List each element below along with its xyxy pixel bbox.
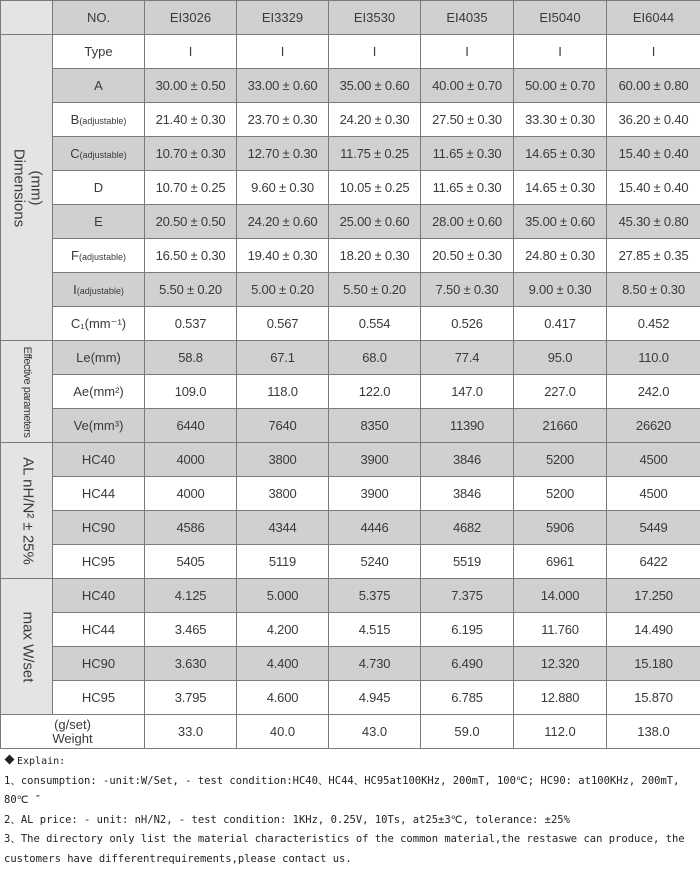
dim-row-cell: 5.00 ± 0.20 xyxy=(237,273,329,307)
max-row xyxy=(1,647,700,681)
dim-row-cell: 11.65 ± 0.30 xyxy=(421,171,514,205)
eff-row-label xyxy=(53,341,145,375)
max-row-cell: 12.320 xyxy=(514,647,607,681)
eff-row-cell: 110.0 xyxy=(607,341,700,375)
dim-row-cell: 45.30 ± 0.80 xyxy=(607,205,700,239)
al-row-cell: 5519 xyxy=(421,545,514,579)
dim-row-label xyxy=(53,307,145,341)
note-2: 2、AL price: - unit: nH/N2, - test condition: 1KHz, 0.25V, 10Ts, at25±3℃, tolerance: ±25% xyxy=(4,813,570,826)
weight-cell: 112.0 xyxy=(514,715,607,749)
max-row-cell: 5.000 xyxy=(237,579,329,613)
group-dimensions-label: (mm) Dimensions xyxy=(10,148,44,227)
dim-row-cell: 23.70 ± 0.30 xyxy=(237,103,329,137)
group-effective-label: Effective parameters xyxy=(20,346,33,437)
dim-row-cell: 10.05 ± 0.25 xyxy=(329,171,421,205)
weight-label xyxy=(1,715,145,749)
al-row-cell: 3800 xyxy=(237,443,329,477)
dim-row-cell: 5.50 ± 0.20 xyxy=(145,273,237,307)
dim-row-cell: 0.567 xyxy=(237,307,329,341)
dim-row-cell: 0.537 xyxy=(145,307,237,341)
dim-row-cell: 15.40 ± 0.40 xyxy=(607,137,700,171)
dim-row xyxy=(1,205,700,239)
dim-row-cell: 21.40 ± 0.30 xyxy=(145,103,237,137)
header-no: NO. xyxy=(53,1,145,35)
dim-row-cell: 16.50 ± 0.30 xyxy=(145,239,237,273)
dim-row xyxy=(1,273,700,307)
dim-row-label-text: A xyxy=(94,78,103,93)
max-row xyxy=(1,613,700,647)
eff-row-label xyxy=(53,409,145,443)
dim-row-cell: 33.30 ± 0.30 xyxy=(514,103,607,137)
type-row xyxy=(1,35,700,69)
al-row-cell: 5240 xyxy=(329,545,421,579)
dim-row-label xyxy=(53,239,145,273)
type-row-cell: I xyxy=(421,35,514,69)
max-row-cell: 5.375 xyxy=(329,579,421,613)
dim-row-cell: 14.65 ± 0.30 xyxy=(514,137,607,171)
dim-row-cell: 0.554 xyxy=(329,307,421,341)
al-row-label-text: HC95 xyxy=(81,554,116,569)
dim-row-cell: 24.80 ± 0.30 xyxy=(514,239,607,273)
dim-row-cell: 40.00 ± 0.70 xyxy=(421,69,514,103)
dim-row-cell: 20.50 ± 0.50 xyxy=(145,205,237,239)
header-row xyxy=(1,1,700,35)
dim-row-cell: 20.50 ± 0.30 xyxy=(421,239,514,273)
max-row-cell: 4.730 xyxy=(329,647,421,681)
header-model: EI4035 xyxy=(421,1,514,35)
eff-row-cell: 77.4 xyxy=(421,341,514,375)
weight-cell: 40.0 xyxy=(237,715,329,749)
dim-row-cell: 25.00 ± 0.60 xyxy=(329,205,421,239)
max-row-label-text: HC44 xyxy=(81,622,116,637)
note-1: 1、consumption: -unit:W/Set, - test condition:HC40、HC44、HC95at100KHz, 200mT, 100℃; HC90: at100KHz, 200mT, 80℃ ″ xyxy=(4,774,680,807)
al-row-cell: 4682 xyxy=(421,511,514,545)
corner-cell xyxy=(1,1,53,35)
group-max xyxy=(1,579,53,715)
dim-row-cell: 11.65 ± 0.30 xyxy=(421,137,514,171)
eff-row-cell: 26620 xyxy=(607,409,700,443)
eff-row xyxy=(1,409,700,443)
dim-row-label-sub: (adjustable) xyxy=(79,116,127,126)
max-row-cell: 4.945 xyxy=(329,681,421,715)
max-row-label xyxy=(53,647,145,681)
max-row xyxy=(1,579,700,613)
eff-row-label-text: Ve(mm³) xyxy=(73,418,124,433)
eff-row-cell: 6440 xyxy=(145,409,237,443)
max-row-cell: 3.465 xyxy=(145,613,237,647)
eff-row-cell: 109.0 xyxy=(145,375,237,409)
dim-row xyxy=(1,171,700,205)
al-row-label xyxy=(53,545,145,579)
max-row-cell: 4.125 xyxy=(145,579,237,613)
dim-row-label xyxy=(53,103,145,137)
dim-row xyxy=(1,69,700,103)
max-row-cell: 3.795 xyxy=(145,681,237,715)
notes-section xyxy=(4,752,698,870)
dim-row xyxy=(1,239,700,273)
max-row-cell: 14.490 xyxy=(607,613,700,647)
notes-title-row xyxy=(4,752,698,772)
header-model: EI6044 xyxy=(607,1,700,35)
dim-row-label-sub: (adjustable) xyxy=(78,252,126,262)
al-row-cell: 4446 xyxy=(329,511,421,545)
dim-row-cell: 0.526 xyxy=(421,307,514,341)
al-row-cell: 5119 xyxy=(237,545,329,579)
max-row-label-text: HC90 xyxy=(81,656,116,671)
dim-row-cell: 9.60 ± 0.30 xyxy=(237,171,329,205)
type-row-cell: I xyxy=(237,35,329,69)
dim-row-label-text: D xyxy=(93,180,104,195)
weight-cell: 43.0 xyxy=(329,715,421,749)
dim-row-label-sub: (adjustable) xyxy=(76,286,124,296)
header-model: EI3026 xyxy=(145,1,237,35)
dim-row-cell: 50.00 ± 0.70 xyxy=(514,69,607,103)
group-al-label: AL nH/N² ± 25% xyxy=(18,456,36,565)
eff-row-cell: 21660 xyxy=(514,409,607,443)
dim-row-cell: 18.20 ± 0.30 xyxy=(329,239,421,273)
dim-row-label-text: B xyxy=(70,112,80,127)
eff-row xyxy=(1,375,700,409)
dim-row-label xyxy=(53,205,145,239)
dim-row-cell: 12.70 ± 0.30 xyxy=(237,137,329,171)
al-row xyxy=(1,511,700,545)
dim-row-cell: 28.00 ± 0.60 xyxy=(421,205,514,239)
dim-row-cell: 10.70 ± 0.25 xyxy=(145,171,237,205)
al-row-cell: 3900 xyxy=(329,477,421,511)
al-row xyxy=(1,545,700,579)
dim-row-cell: 30.00 ± 0.50 xyxy=(145,69,237,103)
al-row-label xyxy=(53,443,145,477)
type-row-cell: I xyxy=(329,35,421,69)
al-row-cell: 6961 xyxy=(514,545,607,579)
al-row-cell: 4344 xyxy=(237,511,329,545)
group-al xyxy=(1,443,53,579)
max-row-label-text: HC40 xyxy=(81,588,116,603)
al-row xyxy=(1,443,700,477)
eff-row-cell: 122.0 xyxy=(329,375,421,409)
al-row-cell: 6422 xyxy=(607,545,700,579)
al-row-label-text: HC40 xyxy=(81,452,116,467)
max-row-cell: 15.870 xyxy=(607,681,700,715)
al-row-cell: 3900 xyxy=(329,443,421,477)
dim-row-cell: 33.00 ± 0.60 xyxy=(237,69,329,103)
al-row-cell: 5200 xyxy=(514,477,607,511)
dim-row xyxy=(1,137,700,171)
eff-row-cell: 67.1 xyxy=(237,341,329,375)
max-row-cell: 6.785 xyxy=(421,681,514,715)
al-row-cell: 5405 xyxy=(145,545,237,579)
max-row-cell: 6.195 xyxy=(421,613,514,647)
dim-row-cell: 35.00 ± 0.60 xyxy=(514,205,607,239)
al-row-label xyxy=(53,477,145,511)
eff-row-cell: 227.0 xyxy=(514,375,607,409)
max-row-label-text: HC95 xyxy=(81,690,116,705)
group-max-label: max W/set xyxy=(18,611,36,682)
dim-row-cell: 24.20 ± 0.30 xyxy=(329,103,421,137)
type-row-cell: I xyxy=(145,35,237,69)
dim-row-cell: 0.417 xyxy=(514,307,607,341)
group-effective xyxy=(1,341,53,443)
header-model: EI3530 xyxy=(329,1,421,35)
dim-row-cell: 27.85 ± 0.35 xyxy=(607,239,700,273)
eff-row-cell: 95.0 xyxy=(514,341,607,375)
eff-row-cell: 118.0 xyxy=(237,375,329,409)
eff-row-label-text: Ae(mm²) xyxy=(73,384,124,399)
dim-row-cell: 60.00 ± 0.80 xyxy=(607,69,700,103)
weight-cell: 33.0 xyxy=(145,715,237,749)
dim-row-cell: 7.50 ± 0.30 xyxy=(421,273,514,307)
eff-row xyxy=(1,341,700,375)
diamond-bullet-icon xyxy=(5,755,15,765)
eff-row-cell: 11390 xyxy=(421,409,514,443)
max-row xyxy=(1,681,700,715)
al-row-cell: 4500 xyxy=(607,443,700,477)
al-row-cell: 4000 xyxy=(145,477,237,511)
max-row-label xyxy=(53,579,145,613)
dim-row-cell: 36.20 ± 0.40 xyxy=(607,103,700,137)
weight-label-text: (g/set) Weight xyxy=(52,716,93,746)
max-row-cell: 3.630 xyxy=(145,647,237,681)
dim-row-label-sub: (adjustable) xyxy=(79,150,127,160)
dim-row-cell: 27.50 ± 0.30 xyxy=(421,103,514,137)
weight-cell: 138.0 xyxy=(607,715,700,749)
dim-row-cell: 0.452 xyxy=(607,307,700,341)
al-row-cell: 4000 xyxy=(145,443,237,477)
dim-row-label-text: I xyxy=(73,282,77,297)
dim-row-label xyxy=(53,69,145,103)
dim-row-label-text: C₁(mm⁻¹) xyxy=(70,315,127,331)
dim-row-cell: 8.50 ± 0.30 xyxy=(607,273,700,307)
max-row-cell: 12.880 xyxy=(514,681,607,715)
dim-row-label-text: F xyxy=(71,248,79,263)
al-row-cell: 3846 xyxy=(421,477,514,511)
dim-row-label xyxy=(53,137,145,171)
type-row-cell: I xyxy=(514,35,607,69)
max-row-cell: 14.000 xyxy=(514,579,607,613)
dim-row-cell: 11.75 ± 0.25 xyxy=(329,137,421,171)
al-row-cell: 5906 xyxy=(514,511,607,545)
max-row-cell: 4.600 xyxy=(237,681,329,715)
dim-row-cell: 15.40 ± 0.40 xyxy=(607,171,700,205)
eff-row-cell: 68.0 xyxy=(329,341,421,375)
eff-row-cell: 147.0 xyxy=(421,375,514,409)
max-row-cell: 4.200 xyxy=(237,613,329,647)
max-row-cell: 17.250 xyxy=(607,579,700,613)
dim-row-label xyxy=(53,273,145,307)
max-row-label xyxy=(53,613,145,647)
dim-row-label xyxy=(53,171,145,205)
dim-row xyxy=(1,307,700,341)
eff-row-cell: 7640 xyxy=(237,409,329,443)
type-row-label xyxy=(53,35,145,69)
dim-row-cell: 35.00 ± 0.60 xyxy=(329,69,421,103)
eff-row-cell: 242.0 xyxy=(607,375,700,409)
eff-row-label xyxy=(53,375,145,409)
notes-title: Explain: xyxy=(17,756,66,767)
max-row-cell: 6.490 xyxy=(421,647,514,681)
eff-row-cell: 8350 xyxy=(329,409,421,443)
dim-row xyxy=(1,103,700,137)
max-row-cell: 15.180 xyxy=(607,647,700,681)
al-row-cell: 4586 xyxy=(145,511,237,545)
note-3: 3、The directory only list the material characteristics of the common material,the restaswe can produce, the customers have differentrequirements,please contact us. xyxy=(4,833,685,865)
dim-row-cell: 14.65 ± 0.30 xyxy=(514,171,607,205)
al-row-label-text: HC90 xyxy=(81,520,116,535)
dim-row-label-text: C xyxy=(70,146,80,161)
weight-row xyxy=(1,715,700,749)
dim-row-cell: 9.00 ± 0.30 xyxy=(514,273,607,307)
eff-row-cell: 58.8 xyxy=(145,341,237,375)
al-row-label-text: HC44 xyxy=(81,486,116,501)
dim-row-cell: 5.50 ± 0.20 xyxy=(329,273,421,307)
header-model: EI5040 xyxy=(514,1,607,35)
max-row-cell: 7.375 xyxy=(421,579,514,613)
eff-row-label-text: Le(mm) xyxy=(76,350,121,365)
al-row-cell: 3846 xyxy=(421,443,514,477)
al-row-cell: 4500 xyxy=(607,477,700,511)
weight-cell: 59.0 xyxy=(421,715,514,749)
al-row-cell: 5449 xyxy=(607,511,700,545)
al-row xyxy=(1,477,700,511)
max-row-cell: 4.515 xyxy=(329,613,421,647)
header-model: EI3329 xyxy=(237,1,329,35)
dim-row-cell: 24.20 ± 0.60 xyxy=(237,205,329,239)
group-dimensions xyxy=(1,35,53,341)
max-row-cell: 4.400 xyxy=(237,647,329,681)
max-row-label xyxy=(53,681,145,715)
al-row-cell: 3800 xyxy=(237,477,329,511)
dim-row-cell: 10.70 ± 0.30 xyxy=(145,137,237,171)
dim-row-cell: 19.40 ± 0.30 xyxy=(237,239,329,273)
type-row-label-text: Type xyxy=(84,44,113,59)
al-row-cell: 5200 xyxy=(514,443,607,477)
max-row-cell: 11.760 xyxy=(514,613,607,647)
type-row-cell: I xyxy=(607,35,700,69)
al-row-label xyxy=(53,511,145,545)
dim-row-label-text: E xyxy=(94,214,103,229)
